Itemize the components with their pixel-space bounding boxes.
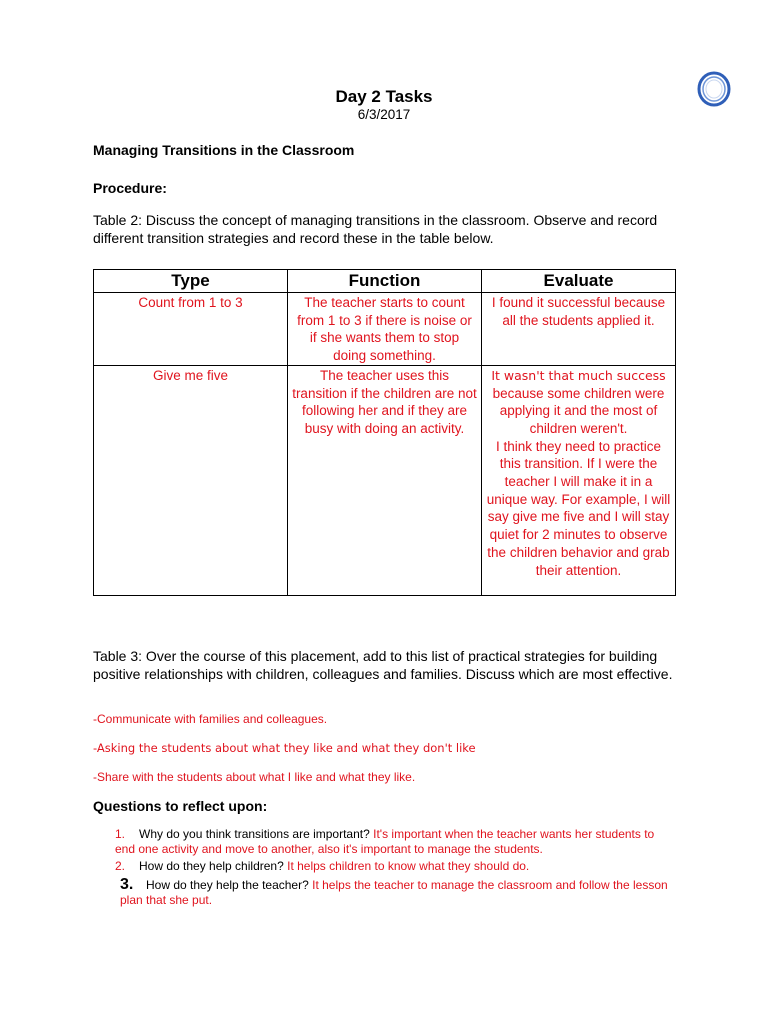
strategy-item: -Communicate with families and colleagues.	[93, 712, 328, 726]
section-heading: Managing Transitions in the Classroom	[93, 142, 355, 158]
table3-intro: Table 3: Over the course of this placement, add to this list of practical strategies for building positive relationships with children, colleagues and families. Discuss which are most effective.	[93, 648, 673, 682]
question-number: 1.	[115, 827, 126, 841]
page-title: Day 2 Tasks	[335, 87, 433, 106]
evaluate-cell: I found it successful because all the students applied it.	[482, 293, 676, 366]
question-text: Why do you think transitions are important?	[139, 827, 370, 841]
question-text: How do they help children?	[139, 859, 284, 873]
type-cell: Give me five	[94, 365, 288, 595]
table-row	[94, 365, 676, 595]
answer-text: It's important when the teacher wants her students to end one activity and move to another, also it's important to manage the students.	[115, 827, 655, 856]
table-header-row	[94, 270, 676, 293]
column-header-evaluate: Evaluate	[482, 270, 676, 293]
evaluate-cell	[482, 365, 676, 595]
evaluate-lead-text: It wasn't that much success	[491, 367, 666, 383]
question-item	[115, 859, 675, 874]
question-item	[120, 877, 680, 908]
question-text: How do they help the teacher?	[146, 878, 309, 892]
page-date: 6/3/2017	[357, 107, 411, 122]
table2-intro: Table 2: Discuss the concept of managing transitions in the classroom. Observe and record different transition strategies and record these in the table below.	[93, 212, 658, 246]
question-number: 2.	[115, 859, 126, 873]
strategy-item: -Share with the students about what I like and what they like.	[93, 770, 416, 784]
question-number: 3.	[120, 876, 134, 893]
question-item	[115, 827, 675, 857]
function-cell: The teacher starts to count from 1 to 3 if there is noise or if she wants them to stop doing something.	[288, 293, 482, 366]
answer-text: It helps the teacher to manage the classroom and follow the lesson plan that she put.	[120, 878, 668, 907]
evaluate-second-text: I think they need to practice this transition. If I were the teacher I will make it in a unique way. For example, I will say give me five and I will stay quiet for 2 minutes to observe the children behavior and grab their attention.	[486, 438, 671, 578]
type-cell: Count from 1 to 3	[94, 293, 288, 366]
answer-text: It helps children to know what they should do.	[287, 859, 530, 873]
column-header-function: Function	[288, 270, 482, 293]
strategy-item: -Asking the students about what they like and what they don't like	[93, 741, 476, 755]
questions-heading: Questions to reflect upon:	[93, 798, 268, 814]
procedure-label: Procedure:	[93, 180, 167, 196]
transitions-table	[93, 269, 676, 596]
function-cell: The teacher uses this transition if the children are not following her and if they are busy with doing an activity.	[288, 365, 482, 595]
evaluate-text: because some children were applying it and the most of children weren't.	[492, 385, 665, 436]
table-row	[94, 293, 676, 366]
column-header-type: Type	[94, 270, 288, 293]
